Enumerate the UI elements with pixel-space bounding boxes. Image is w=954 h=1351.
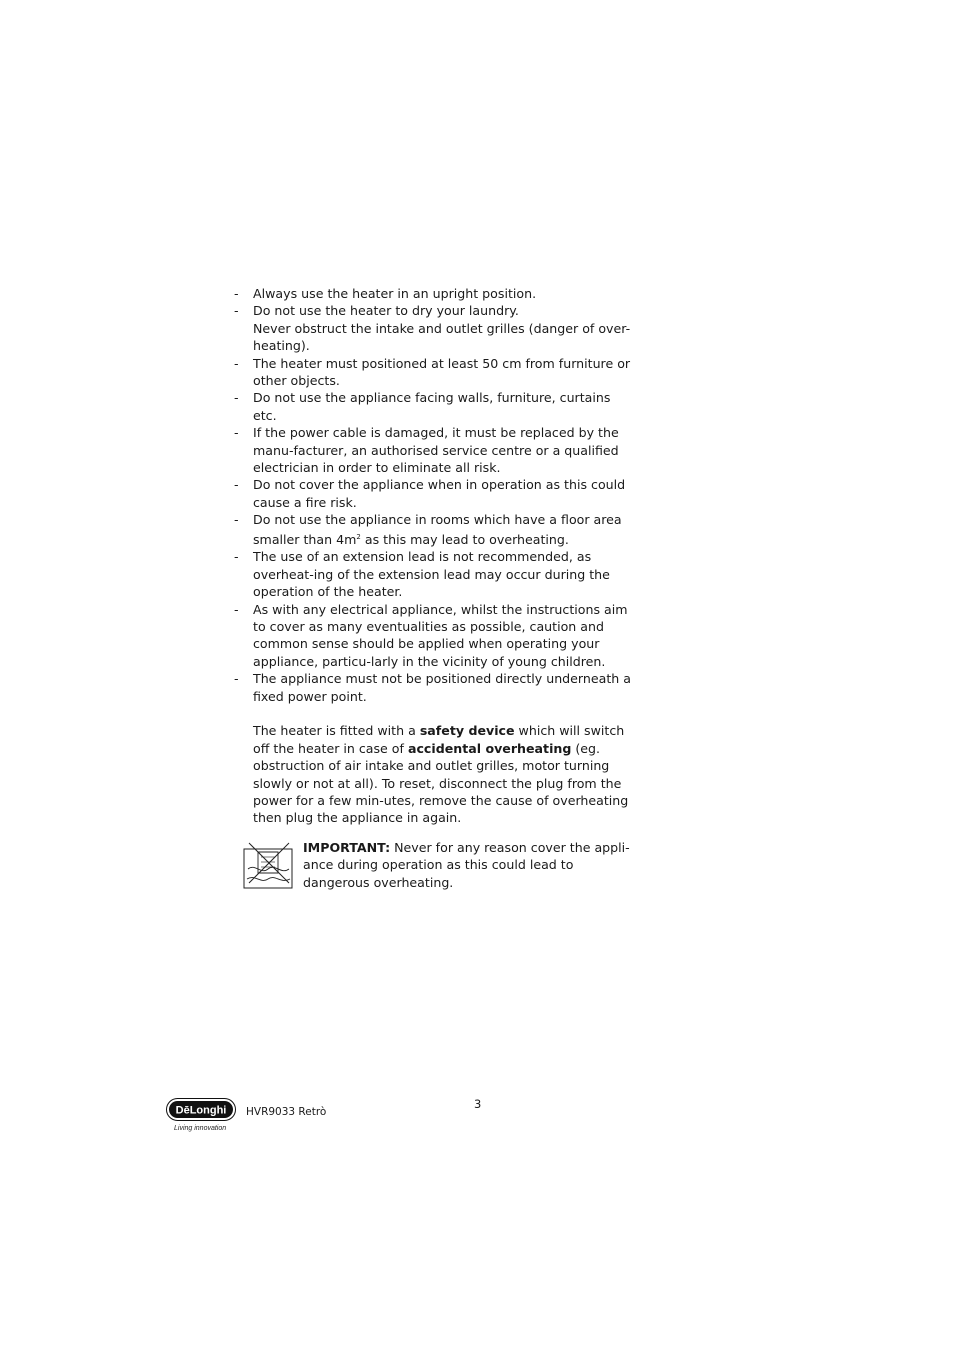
list-item-text: If the power cable is damaged, it must be replaced by the manu-facturer, an authorised service centre or a qualified electrician in order to eliminate all risk. <box>253 425 619 476</box>
list-item <box>233 285 635 302</box>
list-item <box>233 389 635 424</box>
brand-tagline: Living innovation <box>174 1125 227 1132</box>
paragraph-text: The heater is fitted with a <box>253 723 420 739</box>
list-item <box>233 511 635 548</box>
list-item-text: Do not use the heater to dry your laundry. <box>253 303 519 319</box>
list-item-continuation: Never obstruct the intake and outlet grilles (danger of over-heating). <box>253 320 631 354</box>
bullet-dash: - <box>234 477 239 493</box>
safety-device-term: safety device <box>419 723 515 739</box>
list-item-text: Do not use the appliance in rooms which have a floor area smaller than 4m <box>253 512 622 547</box>
list-item-text: Do not use the appliance facing walls, furniture, curtains etc. <box>253 390 611 423</box>
brand-logo <box>166 1098 238 1138</box>
do-not-cover-icon <box>243 841 294 889</box>
important-warning <box>243 839 635 895</box>
brand-wordmark: DēLonghi <box>175 1104 227 1117</box>
paragraph-text: which will switch off the heater in case of <box>253 723 625 756</box>
warning-body: Never for any reason cover the appli-ance during operation as this could lead to dangerous overheating. <box>303 840 630 890</box>
instructions-section <box>233 285 635 827</box>
instructions-list <box>233 285 635 705</box>
superscript: 2 <box>356 532 361 541</box>
warning-text <box>303 839 635 891</box>
list-item <box>233 670 635 705</box>
bullet-dash: - <box>234 512 239 528</box>
list-item-text: Do not cover the appliance when in operation as this could cause a fire risk. <box>253 477 626 510</box>
bullet-dash: - <box>234 390 239 406</box>
list-item <box>233 355 635 390</box>
delonghi-logo-badge <box>166 1098 236 1121</box>
important-label: IMPORTANT: <box>303 840 391 855</box>
list-item-text: The appliance must not be positioned directly underneath a fixed power point. <box>253 671 631 704</box>
list-item-text: The use of an extension lead is not recommended, as overheat-ing of the extension lead may occur during the operation of the heater. <box>253 549 610 600</box>
bullet-dash: - <box>234 355 239 371</box>
accidental-overheating-term: accidental overheating <box>407 740 572 756</box>
bullet-dash: - <box>234 601 239 617</box>
list-item <box>233 302 635 354</box>
list-item <box>233 424 635 476</box>
list-item-text: The heater must positioned at least 50 cm from furniture or other objects. <box>253 355 631 389</box>
model-name: HVR9033 Retrò <box>246 1106 327 1118</box>
bullet-dash: - <box>234 303 239 319</box>
paragraph-text: (eg. obstruction of air intake and outlet grilles, motor turning slowly or not at all). To reset, disconnect the plug from the power for a few min-utes, remove the cause of overheating then plug the appliance in again. <box>253 740 629 826</box>
page-number: 3 <box>474 1097 482 1111</box>
bullet-dash: - <box>234 286 239 301</box>
bullet-dash: - <box>234 549 239 565</box>
list-item <box>233 601 635 671</box>
list-item <box>233 548 635 600</box>
list-item-text-after: as this may lead to overheating. <box>360 531 569 547</box>
list-item <box>233 476 635 511</box>
bullet-dash: - <box>234 671 239 687</box>
safety-device-paragraph <box>253 722 635 826</box>
bullet-dash: - <box>234 425 239 441</box>
list-item-text: Always use the heater in an upright position. <box>253 286 537 301</box>
list-item-text: As with any electrical appliance, whilst the instructions aim to cover as many eventualities as possible, caution and common sense should be applied when operating your appliance, particu-larly in the vicinity of young children. <box>253 601 628 669</box>
